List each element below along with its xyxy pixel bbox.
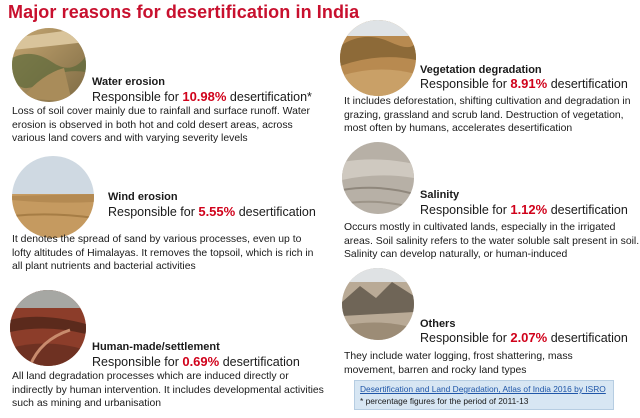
responsible-line: Responsible for 10.98% desertification* xyxy=(92,89,312,104)
saline-field-photo xyxy=(342,142,414,214)
percent-value: 5.55% xyxy=(198,204,236,219)
item-name: Wind erosion xyxy=(108,191,178,203)
item-name: Salinity xyxy=(420,189,460,201)
page-title: Major reasons for desertification in India xyxy=(8,2,360,22)
item-name: Vegetation degradation xyxy=(420,64,542,76)
percent-value: 8.91% xyxy=(510,76,548,91)
footnote: * percentage figures for the period of 2011-13 xyxy=(360,396,529,406)
item-name: Water erosion xyxy=(92,76,165,88)
item-description: Loss of soil cover mainly due to rainfall and surface runoff. Water erosion is observed in both hot and cold desert areas, across various land covers and with varying severity levels xyxy=(12,106,311,145)
item-name: Others xyxy=(420,318,456,330)
water-erosion-photo xyxy=(12,28,86,102)
responsible-line: Responsible for 2.07% desertification xyxy=(420,330,628,345)
item-description: They include water logging, frost shattering, mass movement, barren and rocky land types xyxy=(344,351,573,376)
degraded-hillside-photo xyxy=(340,20,416,96)
responsible-line: Responsible for 8.91% desertification xyxy=(420,76,628,91)
percent-value: 1.12% xyxy=(510,202,548,217)
mining-site-photo xyxy=(10,290,86,366)
percent-value: 2.07% xyxy=(510,330,548,345)
responsible-line: Responsible for 1.12% desertification xyxy=(420,202,628,217)
item-description: Occurs mostly in cultivated lands, especially in the irrigated areas. Soil salinity refers to the water soluble salt present in soil. Salinity can develop naturally, or human-induced xyxy=(344,222,640,261)
responsible-line: Responsible for 5.55% desertification xyxy=(108,204,316,219)
source-link[interactable]: Desertification and Land Degradation, Atlas of India 2016 by ISRO xyxy=(360,384,606,394)
item-description: It includes deforestation, shifting cultivation and degradation in grazing, grassland and scrub land. Destruction of vegetation, most often by humans, accelerates desertification xyxy=(344,96,631,135)
item-name: Human-made/settlement xyxy=(92,341,220,353)
item-description: All land degradation processes which are induced directly or indirectly by human intervention. It includes developmental activities such as mining and urbanisation xyxy=(12,371,324,410)
rocky-land-photo xyxy=(342,268,414,340)
percent-value: 0.69% xyxy=(182,354,220,369)
percent-value: 10.98% xyxy=(182,89,227,104)
source-box xyxy=(354,380,614,410)
item-description: It denotes the spread of sand by various processes, even up to lofty altitudes of Himalayas. It removes the topsoil, which is rich in all plant nutrients and bacterial activities xyxy=(12,234,314,273)
wind-erosion-photo xyxy=(12,156,94,238)
responsible-line: Responsible for 0.69% desertification xyxy=(92,354,300,369)
